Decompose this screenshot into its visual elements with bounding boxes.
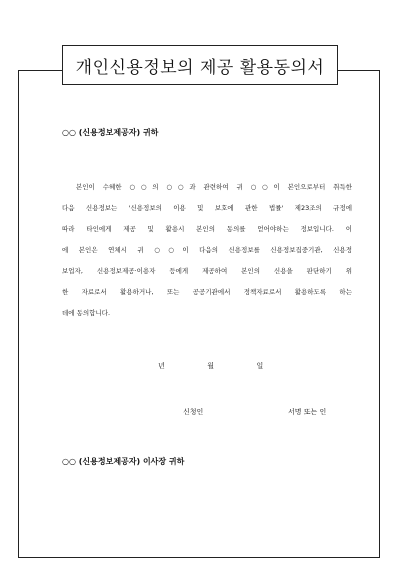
body-line: 한 자료로서 활용하거나, 또는 공공기관에서 정책자료로서 활용하도록 하는 (62, 288, 352, 296)
body-line: 데에 동의합니다. (62, 309, 111, 317)
signature-note: 서명 또는 인 (288, 408, 327, 416)
addressee-bottom: ○○ (신용정보제공자) 이사장 귀하 (62, 457, 185, 466)
body-line: 본인이 수혜한 ○○의 ○○과 관련하여 귀 ○○이 본인으로부터 취득한 (76, 183, 352, 191)
addressee-top: ○○ (신용정보제공자) 귀하 (62, 128, 159, 137)
body-line: 에 본인은 연체시 귀 ○○이 다음의 신용정보를 신용정보집중기관, 신용정 (62, 246, 352, 254)
applicant-label: 신청인 (183, 408, 204, 416)
date-row (158, 361, 263, 371)
consent-body (62, 177, 352, 324)
document-title: 개인신용정보의 제공 활용동의서 (62, 45, 338, 85)
body-line: 다음 신용정보는 '신용정보의 이용 및 보호에 관한 법률' 제23조의 규정에 (62, 204, 352, 212)
body-line: 보업자, 신용정보제공·이용자 등에게 제공하여 본인의 신용을 판단하기 위 (62, 267, 352, 275)
date-year-label: 년 (158, 362, 165, 370)
date-month-label: 월 (207, 362, 214, 370)
date-day-label: 일 (256, 362, 264, 370)
body-line: 따라 타인에게 제공 및 활용시 본인의 동의를 얻어야하는 정보입니다. 이 (62, 225, 352, 233)
